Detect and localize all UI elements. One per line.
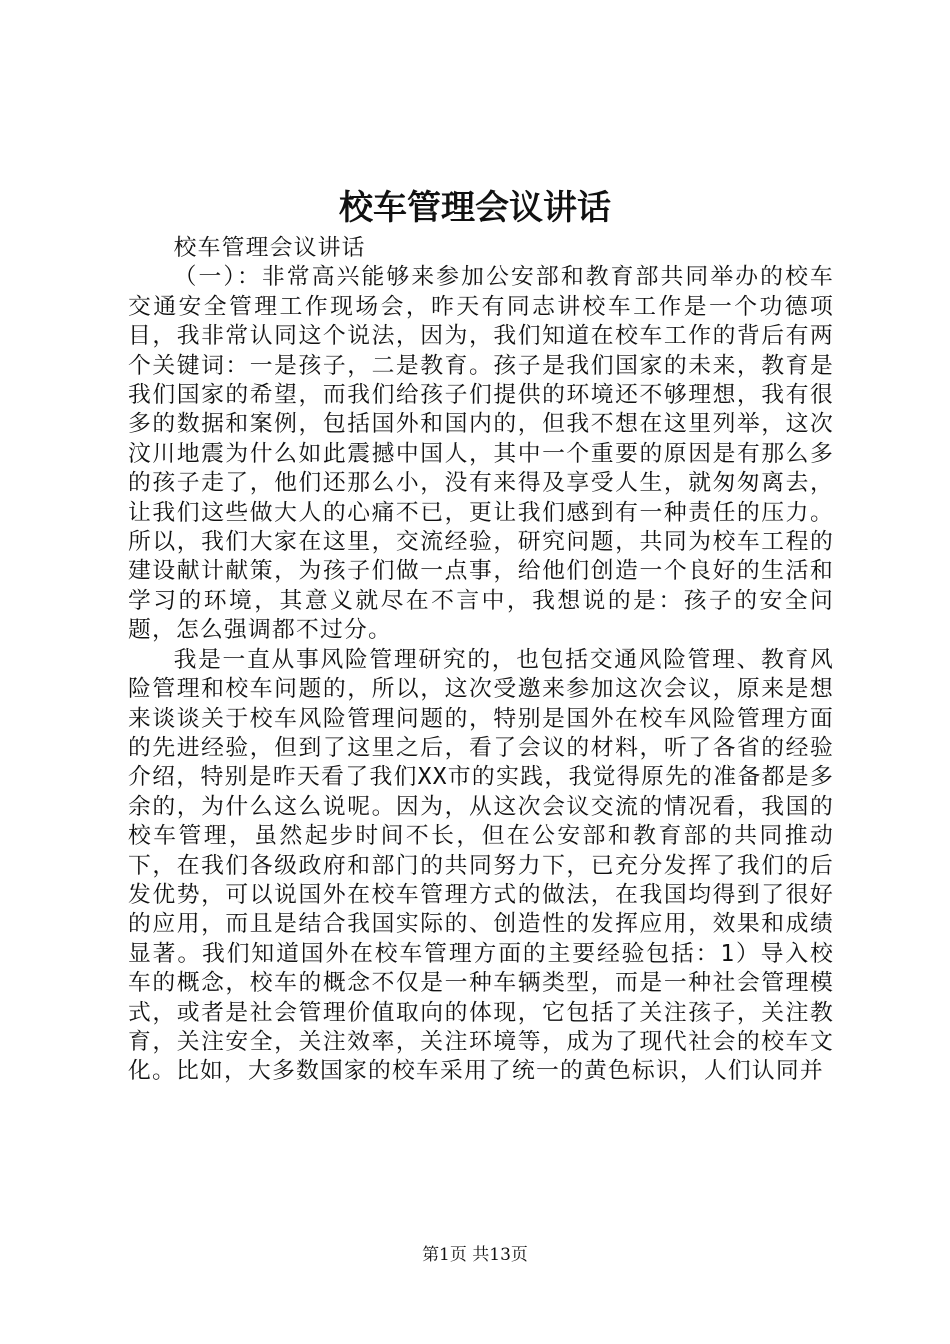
- paragraph: （一）：非常高兴能够来参加公安部和教育部共同举办的校车交通安全管理工作现场会，昨天有同志讲校车工作是一个功德项目，我非常认同这个说法，因为，我们知道在校车工作的背后有两个关键词：一是孩子，二是教育。孩子是我们国家的未来，教育是我们国家的希望，而我们给孩子们提供的环境还不够理想，我有很多的数据和案例，包括国外和国内的，但我不想在这里列举，这次汶川地震为什么如此震撼中国人，其中一个重要的原因是有那么多的孩子走了，他们还那么小，没有来得及享受人生，就匆匆离去，让我们这些做大人的心痛不已，更让我们感到有一种责任的压力。所以，我们大家在这里，交流经验，研究问题，共同为校车工程的建设献计献策，为孩子们做一点事，给他们创造一个良好的生活和学习的环境，其意义就尽在不言中，我想说的是：孩子的安全问题，怎么强调都不过分。: [128, 264, 834, 644]
- page-number-footer: 第1页 共13页: [422, 1245, 528, 1265]
- paragraph: 我是一直从事风险管理研究的，也包括交通风险管理、教育风险管理和校车问题的，所以，这次受邀来参加这次会议，原来是想来谈谈关于校车风险管理问题的，特别是国外在校车风险管理方面的先进经验，但到了这里之后，看了会议的材料，听了各省的经验介绍，特别是昨天看了我们XX市的实践，我觉得原先的准备都是多余的，为什么这么说呢。因为，从这次会议交流的情况看，我国的校车管理，虽然起步时间不长，但在公安部和教育部的共同推动下，在我们各级政府和部门的共同努力下，已充分发挥了我们的后发优势，可以说国外在校车管理方式的做法，在我国均得到了很好的应用，而且是结合我国实际的、创造性的发挥应用，效果和成绩显著。我们知道国外在校车管理方面的主要经验包括：1）导入校车的概念，校车的概念不仅是一种车辆类型，而是一种社会管理模式，或者是社会管理价值取向的体现，它包括了关注孩子，关注教育，关注安全，关注效率，关注环境等，成为了现代社会的校车文化。比如，大多数国家的校车采用了统一的黄色标识，人们认同并: [128, 646, 834, 1085]
- document-title: 校车管理会议讲话: [339, 188, 611, 228]
- paragraph-heading: 校车管理会议讲话: [173, 235, 366, 261]
- document-body: [128, 234, 834, 1087]
